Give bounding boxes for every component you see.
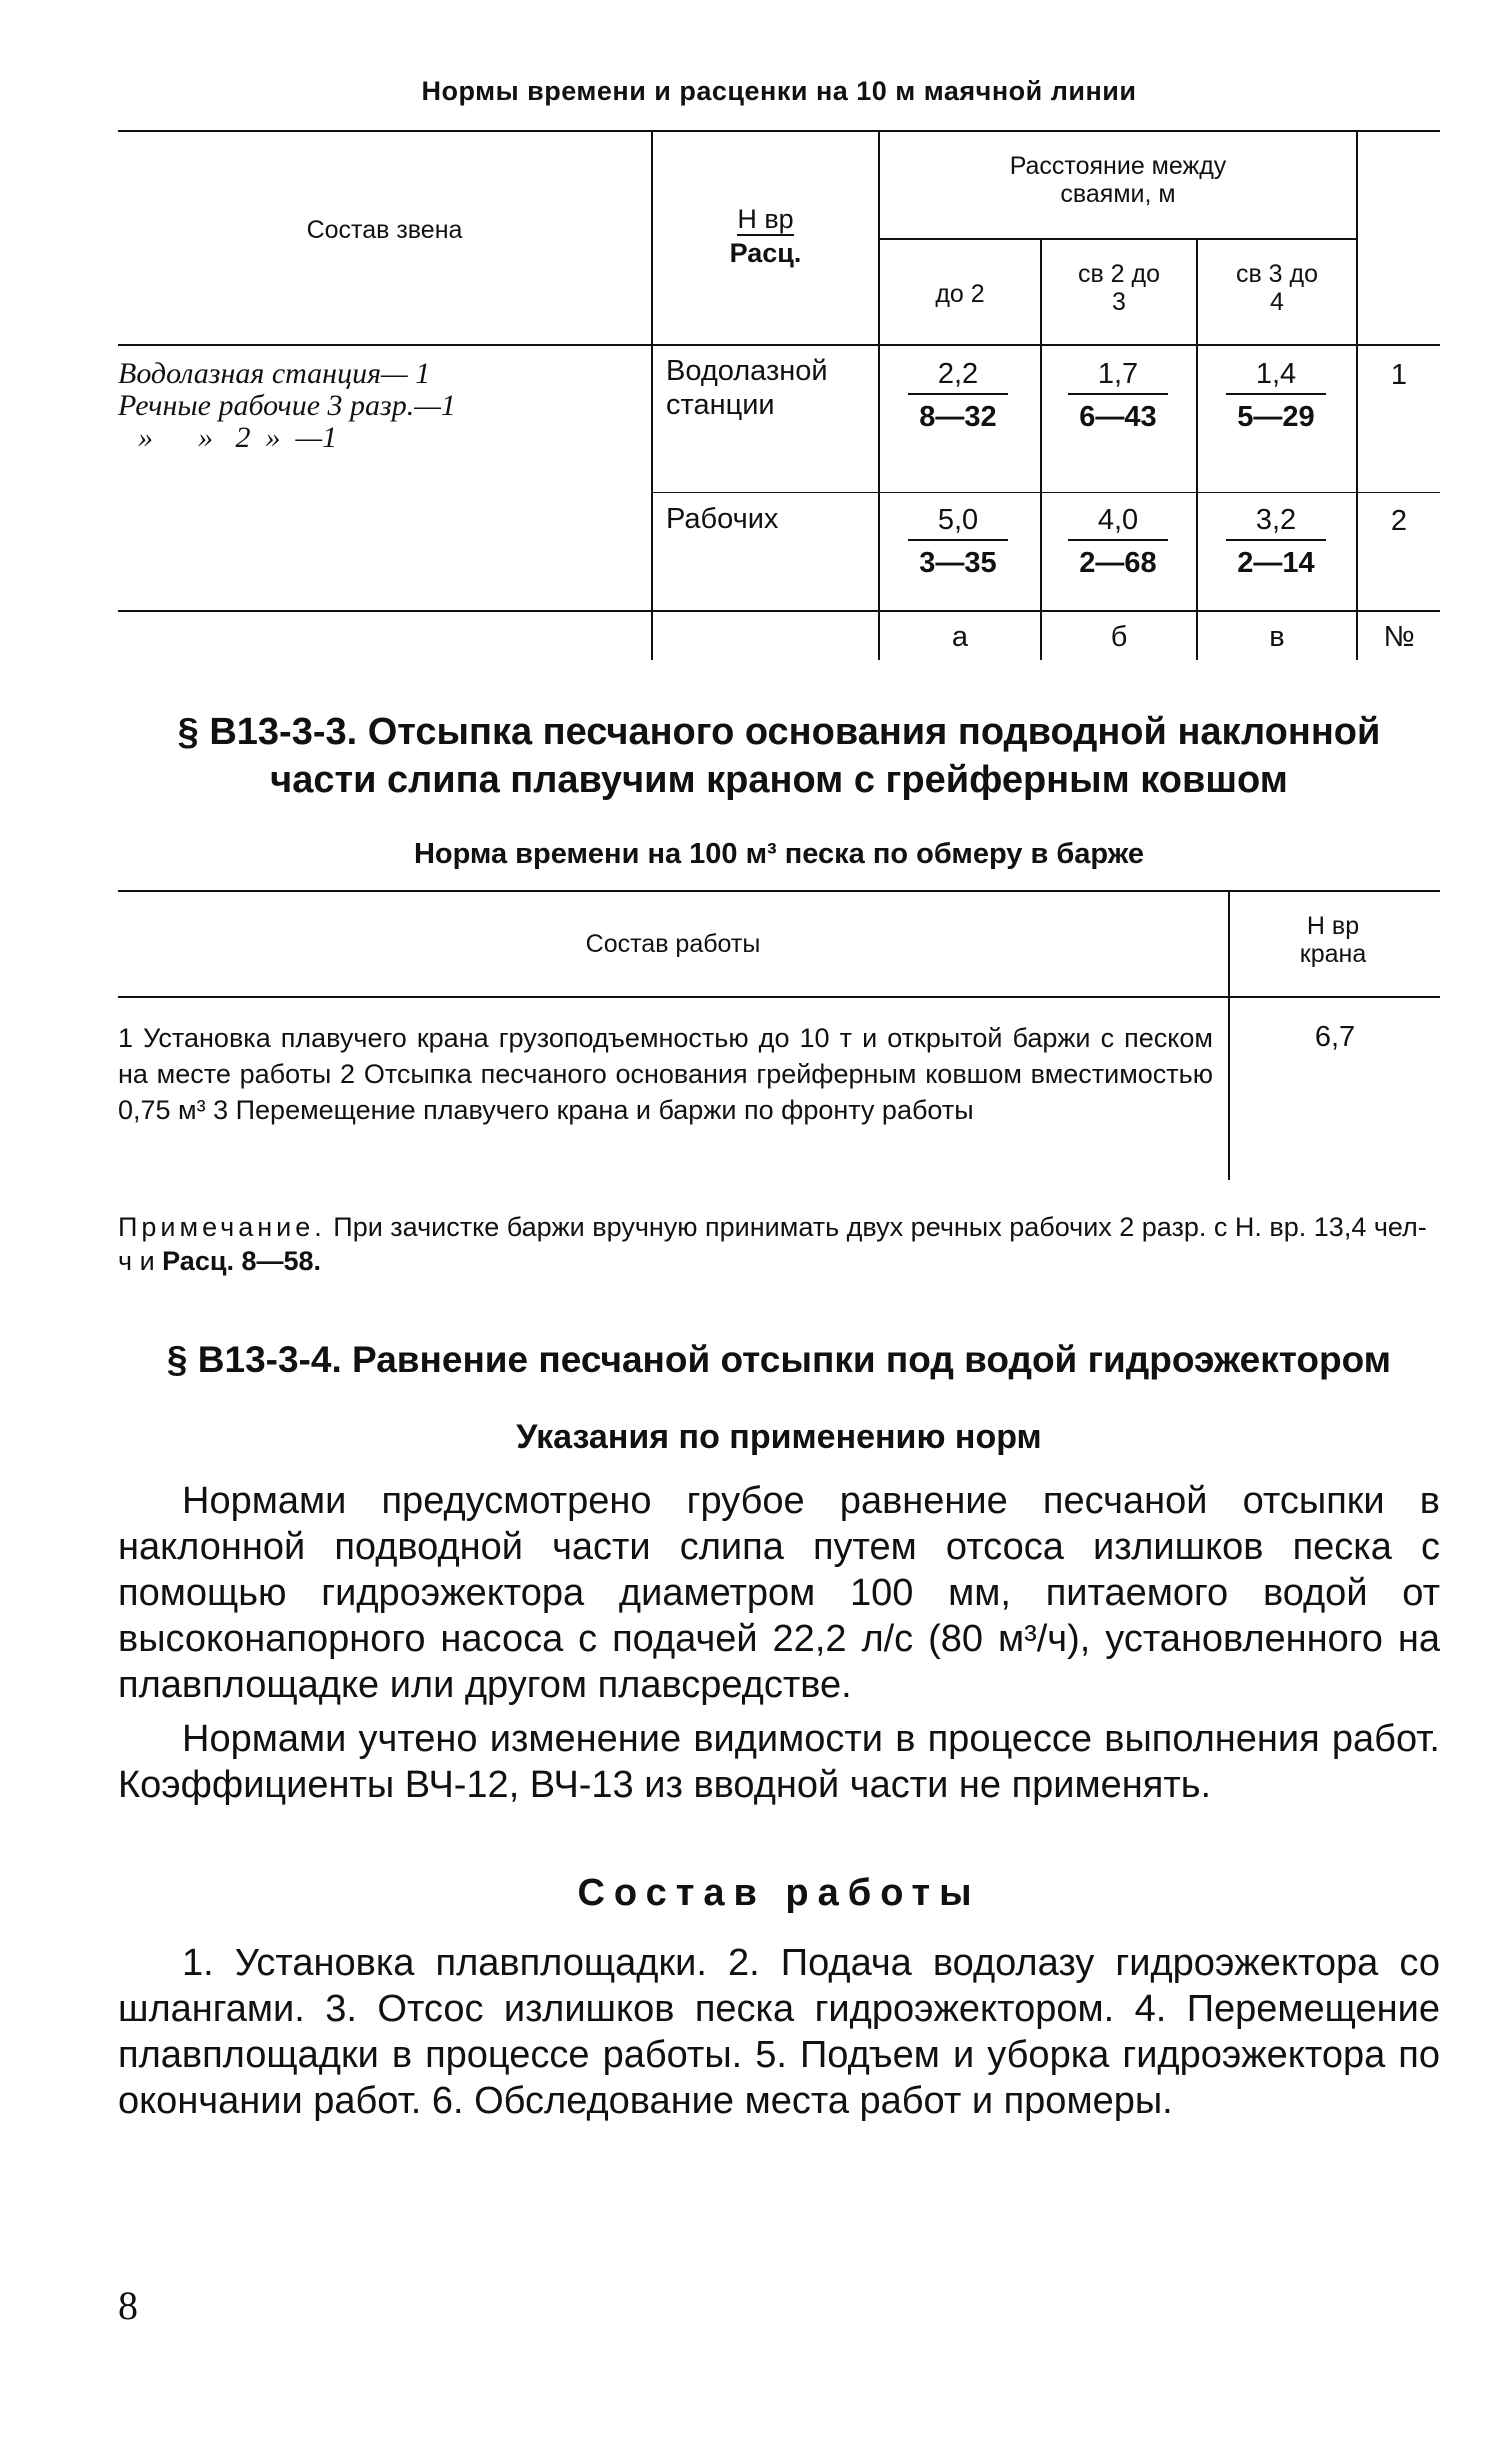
footer-col-a: а — [951, 621, 969, 653]
work-description: 1 Установка плавучего крана грузоподъемностью до 10 т и открытой баржи с песком на месте работы 2 Отсыпка песчаного основания грейферным ковшом вместимостью 0,75 м³ 3 Перемещение плавучего крана и баржи по фронту работы — [118, 1023, 1213, 1125]
section-title-b13-3-3: § В13-3-3. Отсыпка песчаного основания подводной наклонной части слипа плавучим краном с грейферным ковшом — [177, 711, 1381, 801]
note-label: Примечание. — [118, 1212, 326, 1242]
row2-value-a: $\frac{5,0}{3—35}$ — [908, 504, 1008, 580]
note — [118, 1210, 1440, 1278]
crew-line: » » 2 » —1 — [138, 421, 338, 454]
header-composition: Состав звена — [306, 216, 463, 244]
row1-value-b: $\frac{1,7}{6—43}$ — [1068, 358, 1168, 434]
crew-line: Водолазная станция— 1 — [118, 357, 431, 390]
row1-value-c: $\frac{1,4}{5—29}$ — [1226, 358, 1326, 434]
row1-label: Водолазной станции — [666, 355, 828, 421]
footer-col-c: в — [1269, 621, 1285, 653]
crew-line: Речные рабочие 3 разр.—1 — [118, 389, 456, 422]
table2-title: Норма времени на 100 м³ песка по обмеру в барже — [413, 838, 1145, 870]
work-composition-heading: Состав работы — [577, 1872, 981, 1914]
header-col-a: до 2 — [935, 280, 985, 308]
norms-table-1 — [118, 130, 1440, 660]
header-crane-norm: Н вр крана — [1299, 912, 1367, 968]
header-norm-top: Н вр — [737, 204, 794, 234]
paragraph-2: Нормами учтено изменение видимости в процессе выполнения работ. Коэффициенты ВЧ-12, ВЧ-13 из вводной части не применять. — [118, 1718, 1440, 1806]
row2-label: Рабочих — [666, 503, 779, 535]
section-title-b13-3-4: § В13-3-4. Равнение песчаной отсыпки под водой гидроэжектором — [166, 1339, 1392, 1380]
header-col-b: св 2 до 3 — [1077, 260, 1161, 316]
page-number: 8 — [118, 2283, 138, 2328]
note-text: При зачистке баржи вручную принимать двух речных рабочих 2 разр. с Н. вр. 13,4 чел-ч и — [118, 1212, 1427, 1276]
header-norm-bottom: Расц. — [729, 238, 802, 268]
guidelines-title: Указания по применению норм — [516, 1418, 1042, 1456]
header-norm — [653, 202, 878, 270]
footer-col-no: № — [1383, 621, 1415, 653]
row1-number: 1 — [1390, 359, 1408, 391]
paragraph-1: Нормами предусмотрено грубое равнение песчаной отсыпки в наклонной подводной части слипа путем отсоса излишков песка с помощью гидроэжектора диаметром 100 мм, питаемого водой от высоконапорного насоса с подачей 22,2 л/с (80 м³/ч), установленного на плавплощадке или другом плавсредстве. — [118, 1480, 1440, 1706]
note-rate: Расц. 8—58. — [162, 1246, 321, 1276]
header-work-composition: Состав работы — [585, 930, 761, 958]
crane-norm-value: 6,7 — [1314, 1021, 1356, 1053]
footer-col-b: б — [1110, 621, 1128, 653]
row2-value-c: $\frac{3,2}{2—14}$ — [1226, 504, 1326, 580]
row2-number: 2 — [1390, 505, 1408, 537]
row2-value-b: $\frac{4,0}{2—68}$ — [1068, 504, 1168, 580]
header-col-c: св 3 до 4 — [1235, 260, 1319, 316]
paragraph-3: 1. Установка плавплощадки. 2. Подача водолазу гидроэжектора со шлангами. 3. Отсос излишков песка гидроэжектором. 4. Перемещение плавплощадки в процессе работы. 5. Подъем и уборка гидроэжектора по окончании работ. 6. Обследование места работ и промеры. — [118, 1942, 1440, 2122]
norms-table-2 — [118, 890, 1440, 1190]
header-distance-group: Расстояние между сваями, м — [1009, 152, 1227, 208]
row1-value-a: $\frac{2,2}{8—32}$ — [908, 358, 1008, 434]
table1-title: Нормы времени и расценки на 10 м маячной линии — [421, 76, 1137, 106]
crew-composition — [118, 358, 638, 454]
